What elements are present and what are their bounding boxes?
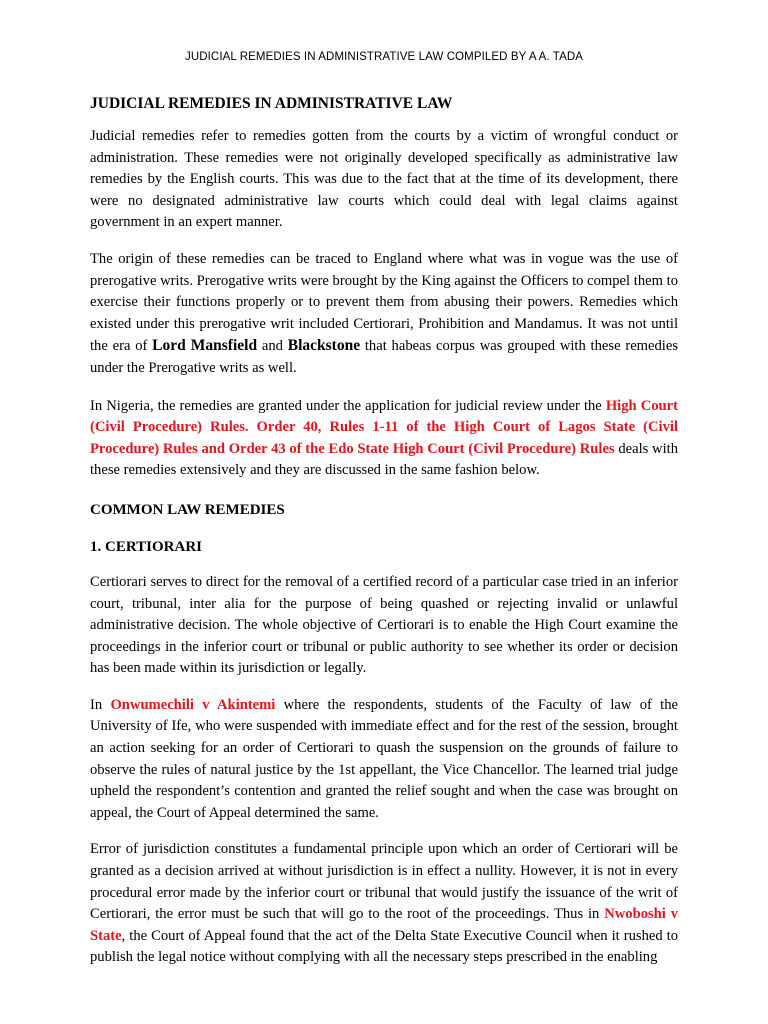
case-name-nwoboshi: Nwoboshi v State (90, 906, 678, 944)
lord-mansfield-name: Lord Mansfield (152, 337, 258, 355)
document-title: JUDICIAL REMEDIES IN ADMINISTRATIVE LAW (90, 95, 453, 112)
origin-text-2: that habeas corpus was grouped with these remedies under the Prerogative writs as well. (90, 338, 679, 376)
nigeria-text-1: In Nigeria, the remedies are granted under the application for judicial review under the (90, 397, 606, 414)
error-text-1: Error of jurisdiction constitutes a fundamental principle upon which an order of Certiorari will be granted as a decision arrived at without jurisdiction is in effect a nullity. However, it is not in every procedural error made by the inferior court or tribunal that would justify the issuance of the writ of Certiorari, the error must be such that will go to the root of the proceedings. Thus in (90, 841, 678, 923)
error-jurisdiction-paragraph (90, 839, 678, 969)
error-text-2: , the Court of Appeal found that the act of the Delta State Executive Council when it rushed to publish the legal notice without complying with all the necessary steps prescribed in the enabling (90, 927, 678, 966)
origin-text-1: The origin of these remedies can be traced to England where what was in vogue was the use of prerogative writs. Prerogative writs were brought by the King against the Officers to compel them to exercise their functions properly or to prevent them from abusing their powers. Remedies which existed under this prerogative writ included Certiorari, Prohibition and Mandamus. It was not until the era of (90, 250, 678, 355)
onwumechili-paragraph (90, 695, 678, 825)
running-header: JUDICIAL REMEDIES IN ADMINISTRATIVE LAW COMPILED BY A A. TADA (184, 51, 584, 63)
onwumechili-text-2: where the respondents, students of the Faculty of law of the University of Ife, who were suspended with immediate effect and for the rest of the session, brought an action seeking for an order of Certiorari to quash the suspension on the grounds of failure to observe the rules of natural justice by the 1st appellant, the Vice Chancellor. The learned trial judge upheld the respondent’s contention and granted the relief sought and when the case was brought on appeal, the Court of Appeal determined the same. (90, 696, 678, 821)
nigeria-paragraph (90, 396, 678, 482)
origin-paragraph (90, 249, 678, 380)
intro-paragraph: Judicial remedies refer to remedies gotten from the courts by a victim of wrongful conduct or administration. These remedies were not originally developed specifically as administrative law remedies by the English courts. This was due to the fact that at the time of its development, there were no designated administrative law courts which could deal with legal claims against government in an expert manner. (90, 128, 678, 231)
rules-citation: High Court (Civil Procedure) Rules. Order 40, Rules 1-11 of the High Court of Lagos State (Civil Procedure) Rules and Order 43 of the Edo State High Court (Civil Procedure) Rules (90, 397, 678, 457)
blackstone-name: Blackstone (287, 337, 361, 355)
origin-and: and (257, 338, 288, 355)
section-heading-common-law: COMMON LAW REMEDIES (90, 501, 285, 518)
nigeria-text-2: deals with these remedies extensively and they are discussed in the same fashion below. (90, 440, 678, 479)
section-heading-certiorari: 1. CERTIORARI (90, 538, 202, 555)
case-name-onwumechili: Onwumechili v Akintemi (110, 696, 276, 713)
onwumechili-text-1: In (90, 696, 111, 713)
certiorari-paragraph: Certiorari serves to direct for the removal of a certified record of a particular case tried in an inferior court, tribunal, inter alia for the purpose of being quashed or rejecting invalid or unlawful administrative decision. The whole objective of Certiorari is to enable the High Court examine the proceedings in the inferior court or tribunal or public authority to see whether its order or decision has been made within its jurisdiction or legally. (90, 573, 678, 677)
